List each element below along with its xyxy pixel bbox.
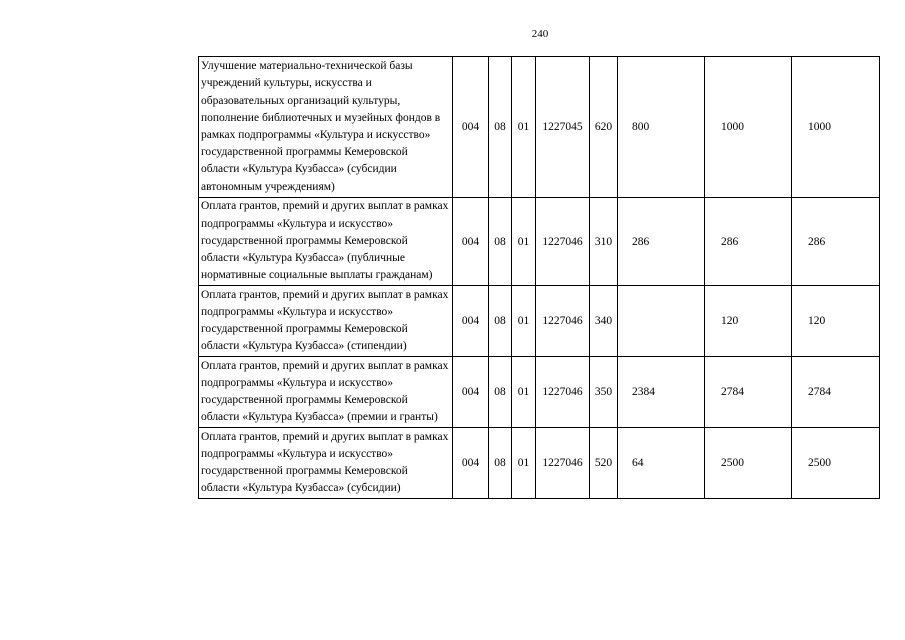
description-line: области «Культура Кузбасса» (субсидии bbox=[201, 163, 397, 176]
amount-year2: 1000 bbox=[705, 57, 792, 198]
amount-year3: 2500 bbox=[792, 428, 880, 499]
expense-type-code: 340 bbox=[590, 286, 618, 357]
section-code: 08 bbox=[489, 286, 512, 357]
subsection-code: 01 bbox=[512, 57, 536, 198]
description-line: Оплата грантов, премий и других выплат в рамках bbox=[201, 200, 449, 213]
expense-type-code: 520 bbox=[590, 428, 618, 499]
description-line: государственной программы Кемеровской bbox=[201, 234, 408, 247]
description-line: подпрограммы «Культура и искусство» bbox=[201, 447, 394, 460]
description-line: области «Культура Кузбасса» (премии и гранты) bbox=[201, 411, 438, 424]
description-line: области «Культура Кузбасса» (публичные bbox=[201, 252, 405, 265]
target-article-code: 1227045 bbox=[536, 57, 590, 198]
amount-year3: 2784 bbox=[792, 357, 880, 428]
section-code: 08 bbox=[489, 198, 512, 286]
table-row bbox=[199, 428, 880, 499]
target-article-code: 1227046 bbox=[536, 428, 590, 499]
table-row bbox=[199, 198, 880, 286]
amount-year1 bbox=[618, 286, 705, 357]
description-line: подпрограммы «Культура и искусство» bbox=[201, 217, 394, 230]
expense-type-code: 350 bbox=[590, 357, 618, 428]
description-line: учреждений культуры, искусства и bbox=[201, 77, 372, 90]
description-line: подпрограммы «Культура и искусство» bbox=[201, 305, 394, 318]
target-article-code: 1227046 bbox=[536, 198, 590, 286]
amount-year3: 120 bbox=[792, 286, 880, 357]
ministry-code: 004 bbox=[453, 198, 489, 286]
row-description bbox=[199, 57, 453, 198]
section-code: 08 bbox=[489, 428, 512, 499]
amount-year3: 286 bbox=[792, 198, 880, 286]
description-line: подпрограммы «Культура и искусство» bbox=[201, 376, 394, 389]
row-description bbox=[199, 428, 453, 499]
subsection-code: 01 bbox=[512, 428, 536, 499]
description-line: образовательных организаций культуры, bbox=[201, 94, 401, 107]
table-row bbox=[199, 357, 880, 428]
table-row bbox=[199, 57, 880, 198]
target-article-code: 1227046 bbox=[536, 357, 590, 428]
table-body bbox=[199, 57, 880, 499]
amount-year2: 2500 bbox=[705, 428, 792, 499]
description-line: автономным учреждениям) bbox=[201, 180, 335, 193]
subsection-code: 01 bbox=[512, 198, 536, 286]
subsection-code: 01 bbox=[512, 286, 536, 357]
description-line: Оплата грантов, премий и других выплат в рамках bbox=[201, 430, 449, 443]
ministry-code: 004 bbox=[453, 357, 489, 428]
expense-type-code: 620 bbox=[590, 57, 618, 198]
description-line: Оплата грантов, премий и других выплат в рамках bbox=[201, 288, 449, 301]
table-row bbox=[199, 286, 880, 357]
description-line: государственной программы Кемеровской bbox=[201, 465, 408, 477]
description-line: области «Культура Кузбасса» (стипендии) bbox=[201, 340, 407, 353]
amount-year3: 1000 bbox=[792, 57, 880, 198]
amount-year2: 2784 bbox=[705, 357, 792, 428]
subsection-code: 01 bbox=[512, 357, 536, 428]
description-line: Улучшение материально-технической базы bbox=[201, 60, 413, 73]
amount-year1: 64 bbox=[618, 428, 705, 499]
amount-year2: 286 bbox=[705, 198, 792, 286]
ministry-code: 004 bbox=[453, 286, 489, 357]
row-description bbox=[199, 357, 453, 428]
ministry-code: 004 bbox=[453, 57, 489, 198]
ministry-code: 004 bbox=[453, 428, 489, 499]
row-description bbox=[199, 286, 453, 357]
description-line: государственной программы Кемеровской bbox=[201, 323, 408, 335]
description-line: пополнение библиотечных и музейных фондов в bbox=[201, 111, 441, 124]
amount-year2: 120 bbox=[705, 286, 792, 357]
expense-type-code: 310 bbox=[590, 198, 618, 286]
description-line: государственной программы Кемеровской bbox=[201, 394, 408, 406]
amount-year1: 286 bbox=[618, 198, 705, 286]
amount-year1: 800 bbox=[618, 57, 705, 198]
budget-table bbox=[198, 56, 880, 499]
row-description bbox=[199, 198, 453, 286]
description-line: нормативные социальные выплаты гражданам) bbox=[201, 269, 433, 282]
description-line: Оплата грантов, премий и других выплат в рамках bbox=[201, 359, 449, 372]
section-code: 08 bbox=[489, 57, 512, 198]
description-line: области «Культура Кузбасса» (субсидии) bbox=[201, 482, 401, 495]
amount-year1: 2384 bbox=[618, 357, 705, 428]
section-code: 08 bbox=[489, 357, 512, 428]
description-line: рамках подпрограммы «Культура и искусство» bbox=[201, 129, 431, 141]
description-line: государственной программы Кемеровской bbox=[201, 146, 408, 159]
target-article-code: 1227046 bbox=[536, 286, 590, 357]
page-number: 240 bbox=[531, 28, 549, 40]
